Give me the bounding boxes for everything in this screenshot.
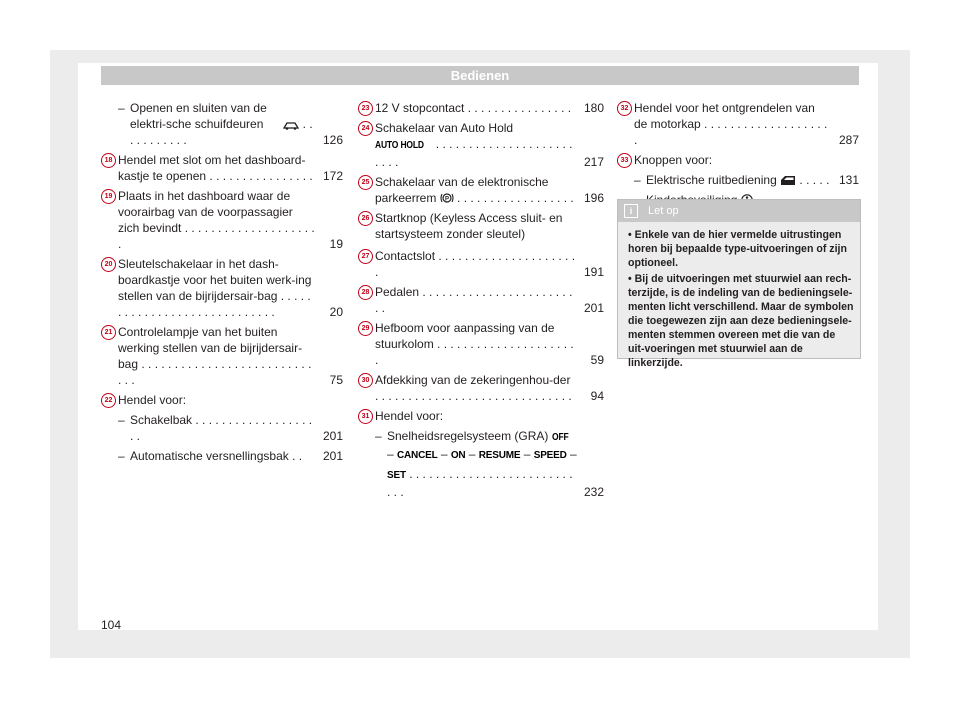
list-item: 23 12 V stopcontact . . . . . . . . . . . . . . . . 180: [358, 100, 604, 116]
entry-text: Openen en sluiten van de elektri-sche schuifdeuren: [130, 101, 267, 131]
page-ref: 94: [590, 389, 604, 403]
page-ref: 201: [322, 449, 343, 463]
item-number-badge: 22: [101, 393, 116, 408]
item-number-badge: 32: [617, 101, 632, 116]
entry-text: Hefboom voor aanpassing van de stuurkolom: [375, 321, 555, 351]
page-ref: 75: [329, 373, 343, 387]
item-number-badge: 27: [358, 249, 373, 264]
entry-text: Knoppen voor:: [634, 153, 713, 167]
section-header: Bedienen: [101, 66, 859, 85]
sub-item-labels: – CANCEL – ON – RESUME – SPEED –: [375, 446, 604, 464]
entry-text: Sleutelschakelaar in het dash-boardkastje voor het buiten werk-ing stellen van de bijrijdersair-bag: [118, 257, 312, 303]
sub-item: – Elektrische ruitbediening . . . . . 131: [634, 173, 859, 187]
sub-item: – Automatische versnellingsbak . . 201: [118, 449, 343, 463]
off-label: OFF: [551, 432, 569, 443]
list-item: 30 Afdekking van de zekeringenhou-der . . . . . . . . . . . . . . . . . . . . . . . . . . . . . . 94: [358, 372, 604, 404]
page-ref: 217: [583, 155, 604, 169]
entry-text: Schakelaar van de elektronische parkeerrem: [375, 175, 549, 205]
sub-item-text: Snelheidsregelsysteem (GRA): [387, 429, 549, 443]
entry-text: Startknop (Keyless Access sluit- en startsysteem zonder sleutel): [375, 211, 563, 241]
page-ref: 232: [583, 485, 604, 499]
item-number-badge: 20: [101, 257, 116, 272]
info-icon: i: [624, 204, 638, 218]
page-number: 104: [101, 618, 122, 632]
list-item: 32 Hendel voor het ontgrendelen van de motorkap . . . . . . . . . . . . . . . . . . . . 287: [617, 100, 859, 148]
item-number-badge: 28: [358, 285, 373, 300]
page-ref: 126: [322, 133, 343, 147]
item-number-badge: 18: [101, 153, 116, 168]
list-item: [358, 408, 604, 500]
sub-item: – Openen en sluiten van de elektri-sche schuifdeuren . . . . . . . . . . . 126: [118, 101, 343, 147]
page-ref: 201: [583, 301, 604, 315]
entry-text: 12 V stopcontact: [375, 101, 465, 115]
page-ref: 20: [329, 305, 343, 319]
resume-label: RESUME: [478, 450, 521, 461]
note-body: [618, 222, 860, 370]
entry-text: Plaats in het dashboard waar de voorairbag van de voorpassagier zich bevindt: [118, 189, 293, 235]
entry-text: Hendel voor:: [375, 409, 444, 423]
page-ref: 172: [322, 169, 343, 183]
note-title: Let op: [648, 205, 679, 217]
sub-item: SET . . . . . . . . . . . . . . . . . . . . . . . . . . . . 232: [387, 467, 604, 499]
auto-hold-label: AUTO HOLD: [375, 140, 424, 151]
page-ref: 180: [583, 101, 604, 115]
note-bullet: • Enkele van de hier vermelde uitrustingen horen bij bepaalde type-uitvoeringen of zijn optioneel.: [628, 229, 847, 269]
item-number-badge: 21: [101, 325, 116, 340]
sub-item: – Snelheidsregelsysteem (GRA) OFF: [375, 428, 604, 446]
power-window-icon: [780, 175, 796, 186]
sub-item-text: Schakelbak: [130, 413, 193, 427]
page-ref: 59: [590, 353, 604, 367]
entry-text: Pedalen: [375, 285, 420, 299]
item-number-badge: 19: [101, 189, 116, 204]
set-label: SET: [387, 470, 406, 481]
entry-text: Afdekking van de zekeringenhou-der: [375, 373, 571, 387]
sliding-door-icon: [283, 121, 299, 130]
list-item: 24 Schakelaar van Auto Hold AUTO HOLD . . . . . . . . . . . . . . . . . . . . . . . . . 217: [358, 120, 604, 170]
entry-text: Controlelampje van het buiten werking stellen van de bijrijdersair-bag: [118, 325, 303, 371]
item-number-badge: 30: [358, 373, 373, 388]
note-bullet: • Bij de uitvoeringen met stuurwiel aan rech-terzijde, is de indeling van de bedieningsele-menten licht verschillend. Maar de symbolen die toegewezen zijn aan deze bedieningsele-menten stemmen overeen met die van de uit-voeringen met stuurwiel aan de linkerzijde.: [628, 273, 854, 369]
note-header: [618, 200, 860, 222]
page-ref: 287: [838, 133, 859, 147]
sub-item-text: Automatische versnellingsbak: [130, 449, 289, 463]
page-ref: 19: [329, 237, 343, 251]
column-left: [101, 100, 343, 468]
list-item: 25 Schakelaar van de elektronische parkeerrem P . . . . . . . . . . . . . . . . . . 196: [358, 174, 604, 206]
page-ref: 191: [583, 265, 604, 279]
cancel-label: CANCEL: [397, 450, 438, 461]
list-item: [101, 392, 343, 464]
item-number-badge: 24: [358, 121, 373, 136]
item-number-badge: 33: [617, 153, 632, 168]
list-item: 21 Controlelampje van het buiten werking stellen van de bijrijdersair-bag . . . . . . . . . . . . . . . . . . . . . . . . . . . . . 75: [101, 324, 343, 388]
list-item: 19 Plaats in het dashboard waar de voorairbag van de voorpassagier zich bevindt . . . . . . . . . . . . . . . . . . . . . 19: [101, 188, 343, 252]
page-ref: 201: [322, 429, 343, 443]
parking-brake-icon: [440, 192, 454, 204]
entry-text: Contactslot: [375, 249, 436, 263]
list-item: 20 Sleutelschakelaar in het dash-boardkastje voor het buiten werk-ing stellen van de bijrijdersair-bag . . . . . . . . . . . . . . . . . . . . . . . . . . . . . 20: [101, 256, 343, 320]
page-ref: 196: [583, 191, 604, 205]
item-number-badge: 23: [358, 101, 373, 116]
entry-text: Schakelaar van Auto Hold: [375, 121, 514, 135]
entry-text: Hendel met slot om het dashboard-kastje te openen: [118, 153, 306, 183]
column-middle: [358, 100, 604, 504]
item-number-badge: 31: [358, 409, 373, 424]
list-item: 27 Contactslot . . . . . . . . . . . . . . . . . . . . . . 191: [358, 248, 604, 280]
on-label: ON: [450, 450, 466, 461]
item-number-badge: 25: [358, 175, 373, 190]
entry-text: Hendel voor het ontgrendelen van de motorkap: [634, 101, 815, 131]
item-number-badge: 26: [358, 211, 373, 226]
entry-text: Hendel voor:: [118, 393, 187, 407]
speed-label: SPEED: [533, 450, 567, 461]
sub-item-text: Elektrische ruitbediening: [646, 173, 777, 187]
list-item: [358, 210, 604, 242]
list-item: [101, 100, 343, 148]
svg-text:P: P: [444, 196, 449, 203]
item-number-badge: 29: [358, 321, 373, 336]
page-ref: 131: [838, 173, 859, 187]
sub-item: – Schakelbak . . . . . . . . . . . . . . . . . . . . 201: [118, 413, 343, 443]
list-item: 28 Pedalen . . . . . . . . . . . . . . . . . . . . . . . . . 201: [358, 284, 604, 316]
note-box: [617, 199, 861, 369]
list-item: 18 Hendel met slot om het dashboard-kastje te openen . . . . . . . . . . . . . . . . 172: [101, 152, 343, 184]
list-item: 29 Hefboom voor aanpassing van de stuurkolom . . . . . . . . . . . . . . . . . . . . . . 59: [358, 320, 604, 368]
